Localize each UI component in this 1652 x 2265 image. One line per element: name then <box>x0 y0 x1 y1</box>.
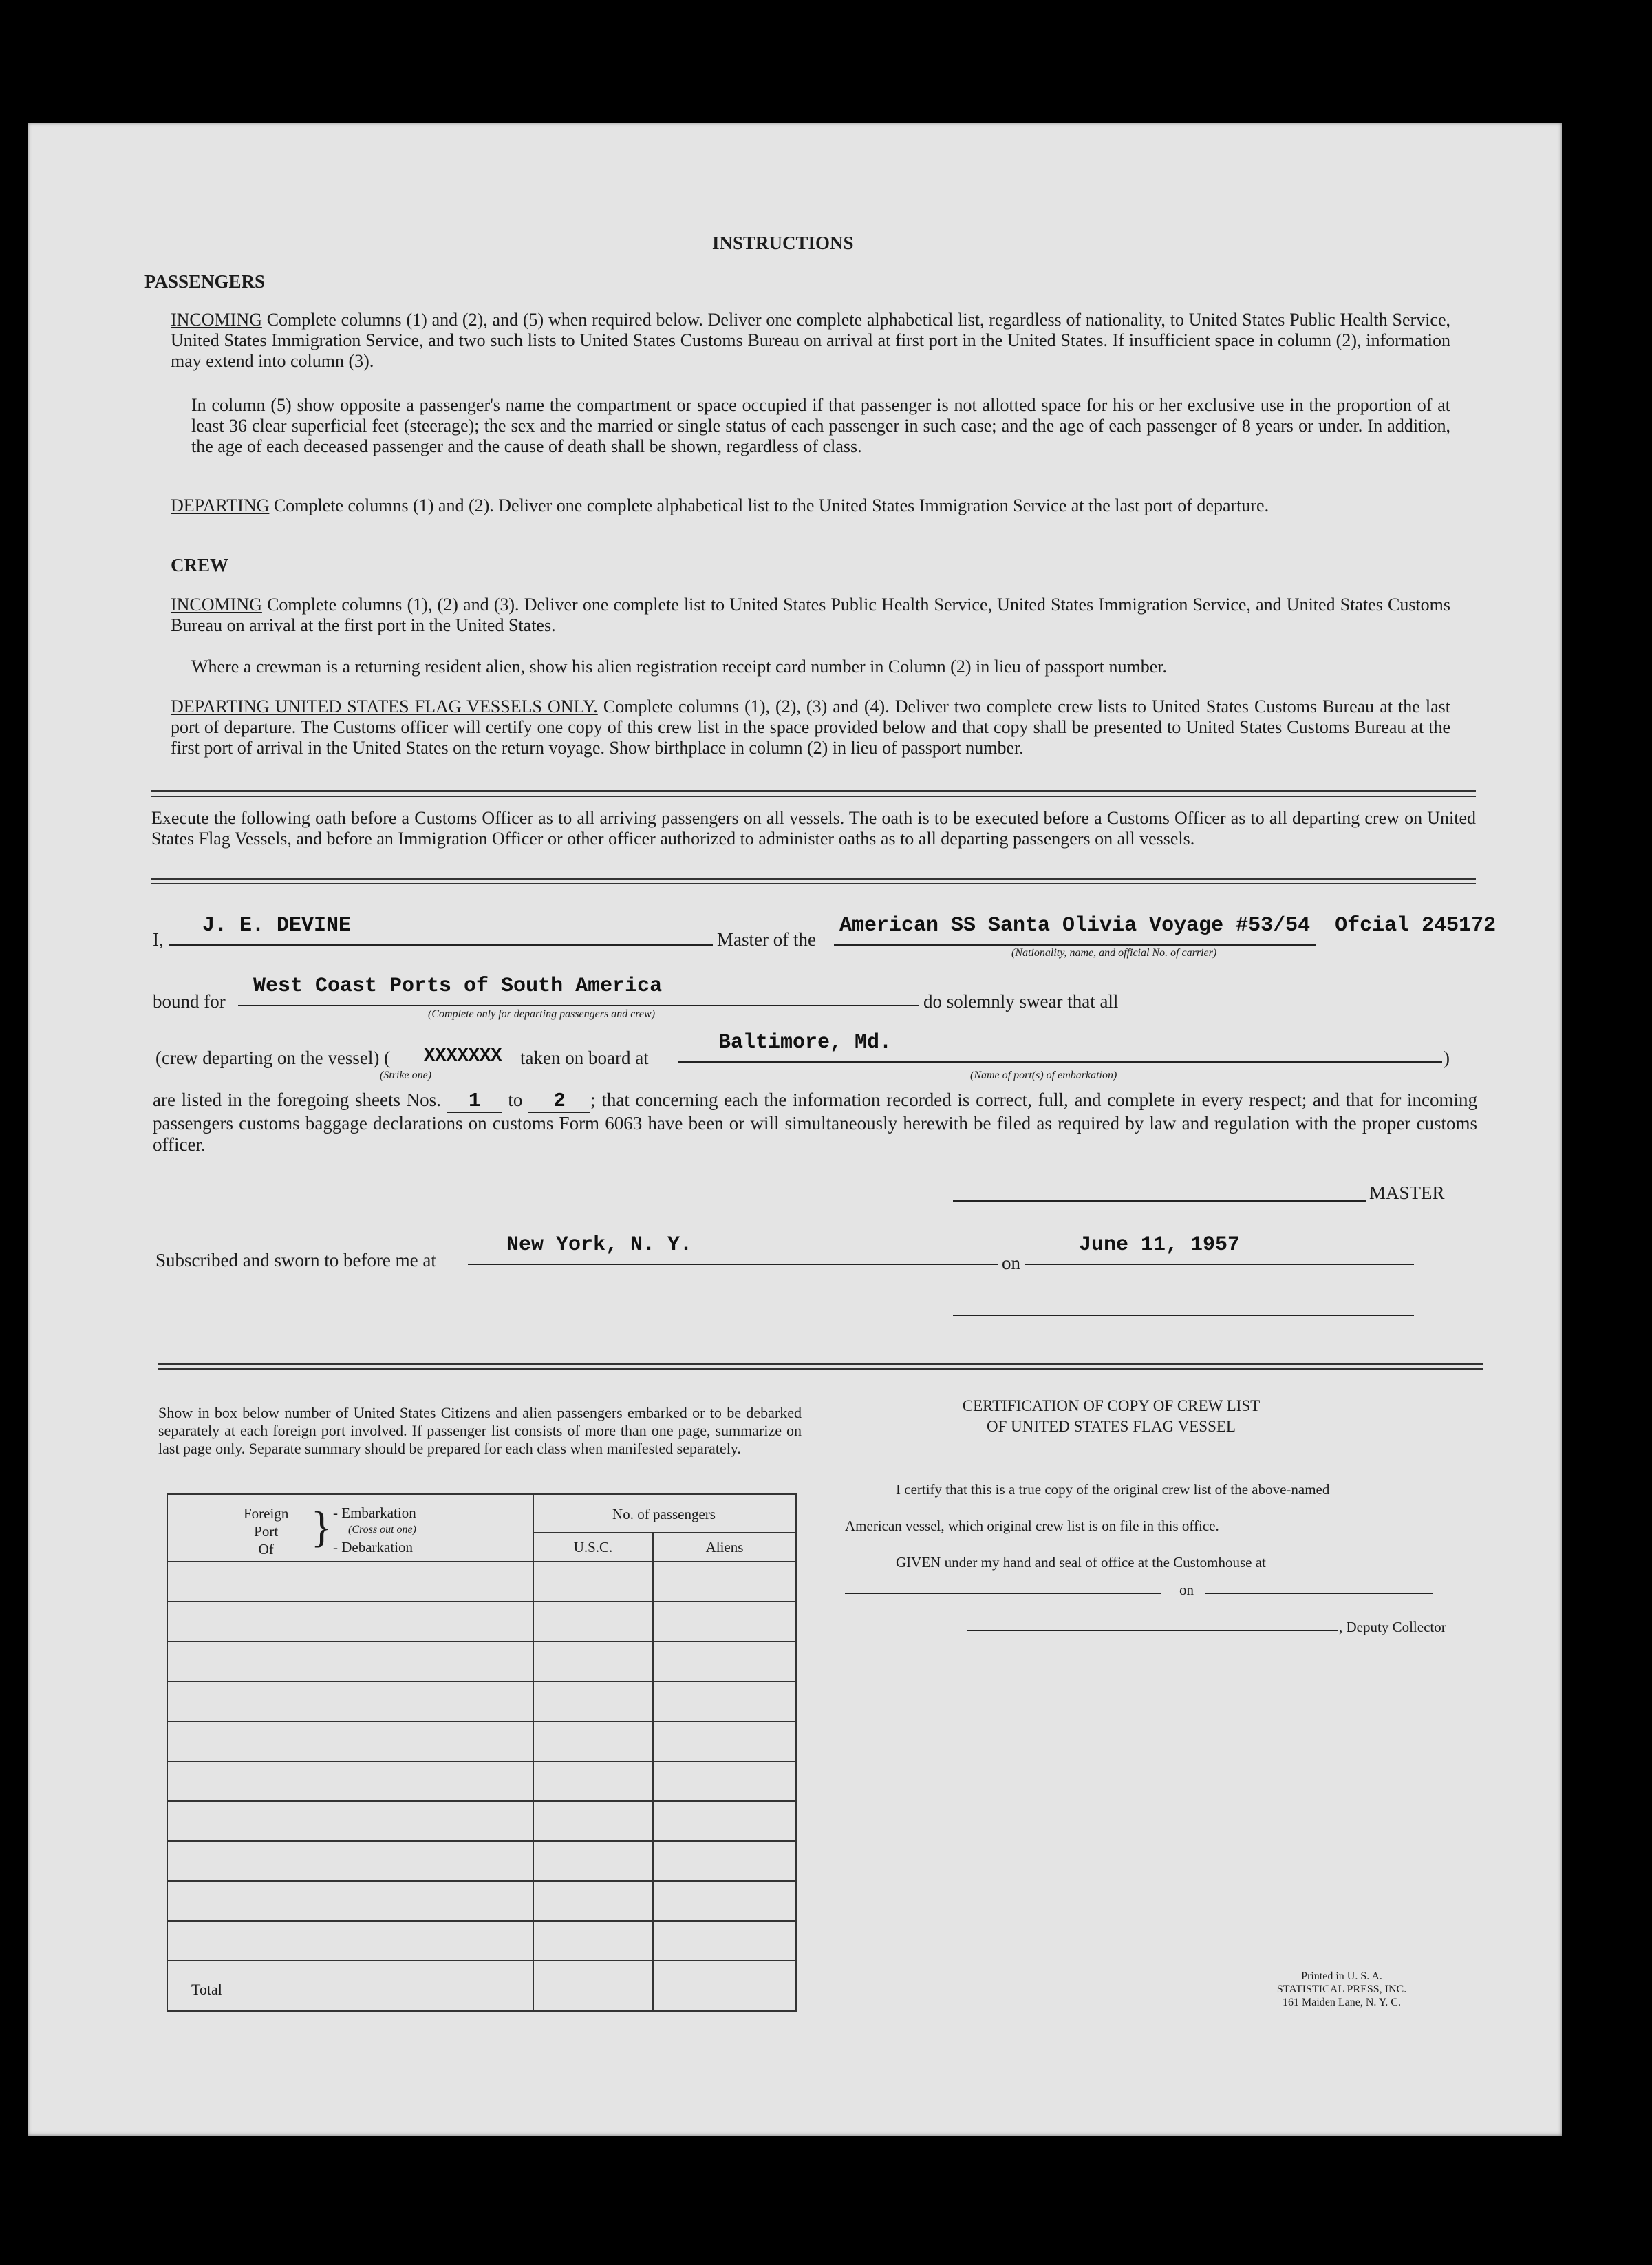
certification-on-label: on <box>1179 1582 1194 1598</box>
brace-icon: } <box>311 1502 332 1551</box>
oath-note: Execute the following oath before a Customs Officer as to all arriving passengers on all vessels. The oath is to be executed before a Customs Officer as to all departing crew on United States Flag Vessels, and before an Immigration Officer or other officer authorized to administer oaths as to all departing passengers on all vessels. <box>151 808 1476 849</box>
officer-signature-line <box>953 1293 1414 1316</box>
struck-passengers: XXXXXXX <box>424 1046 502 1067</box>
strike-caption: (Strike one) <box>380 1070 432 1081</box>
crew-resident-paragraph: Where a crewman is a returning resident alien, show his alien registration receipt card number in Column (2) in lieu of passport number. <box>191 657 1168 677</box>
deputy-collector-label: , Deputy Collector <box>1339 1619 1446 1635</box>
row-rule <box>168 1880 795 1882</box>
certification-date-line <box>1205 1591 1433 1594</box>
crew-incoming-label: INCOMING <box>171 595 262 615</box>
passengers-header-rule <box>533 1532 795 1533</box>
port-value: Baltimore, Md. <box>718 1031 892 1054</box>
master-name-field <box>169 914 713 946</box>
divider-3 <box>158 1363 1483 1370</box>
port-field <box>678 1030 1442 1063</box>
aliens-label: Aliens <box>705 1539 744 1555</box>
sheets-paragraph <box>153 1089 1477 1156</box>
column5-paragraph: In column (5) show opposite a passenger's name the compartment or space occupied if that passenger is not allotted space for his or her exclusive use in the proportion of at least 36 clear superficial feet (steerage); the sex and the married or single status of each passenger in such case; and the age of each passenger of 8 years or under. In addition, the age of each deceased passenger and the cause of death shall be shown, regardless of class. <box>191 395 1450 456</box>
document-page <box>28 123 1562 2136</box>
row-rule <box>168 1840 795 1842</box>
vessel-field <box>834 914 1497 946</box>
crew-departing-text: Complete columns (1), (2), (3) and (4). Deliver two complete crew lists to United States Customs Bureau at the last port of departure. The Customs officer will certify one copy of this crew list in the space provided below and that copy shall be presented to United States Customs Bureau at the first port of arrival in the United States on the return voyage. Show birthplace in column (2) in lieu of passport number. <box>171 696 1450 758</box>
passengers-incoming-label: INCOMING <box>171 310 262 330</box>
certification-title-line2: OF UNITED STATES FLAG VESSEL <box>987 1418 1236 1435</box>
certify-text: ; that concerning each the information recorded is correct, full, and complete in every respect; and that for incoming passengers customs baggage declarations on customs Form 6063 have been or will simultaneously herewith be filed as required by law and regulation with the proper customs officer. <box>153 1089 1478 1155</box>
master-of-label: Master of the <box>717 929 816 950</box>
sworn-label: Subscribed and sworn to before me at <box>155 1250 436 1270</box>
sworn-date-field <box>1025 1232 1414 1265</box>
printer-line3: 161 Maiden Lane, N. Y. C. <box>1283 1997 1401 2008</box>
to-label: to <box>508 1089 523 1110</box>
usc-divider <box>533 1495 534 2010</box>
passengers-departing-paragraph <box>171 496 1450 516</box>
no-of-passengers-label: No. of passengers <box>612 1506 716 1522</box>
crew-incoming-paragraph <box>171 595 1450 636</box>
foreign-port-of <box>244 1504 288 1558</box>
row-rule <box>168 1761 795 1762</box>
row-rule <box>168 1681 795 1682</box>
row-rule <box>168 1721 795 1722</box>
certification-title <box>839 1396 1383 1437</box>
crew-departing-paragraph <box>171 696 1450 758</box>
printer-line2: STATISTICAL PRESS, INC. <box>1276 1984 1407 1995</box>
certification-line3: GIVEN under my hand and seal of office at the Customhouse at <box>896 1554 1266 1571</box>
sworn-on-label: on <box>1002 1253 1020 1273</box>
cross-out-label: (Cross out one) <box>348 1524 416 1535</box>
foreign-label: Foreign <box>244 1505 289 1522</box>
oath-i-label: I, <box>153 929 164 950</box>
row-rule <box>168 1920 795 1922</box>
row-rule <box>168 1960 795 1961</box>
crew-departing-text: (crew departing on the vessel) ( <box>155 1048 391 1068</box>
crew-departing-label: DEPARTING UNITED STATES FLAG VESSELS ONLY. <box>171 696 598 716</box>
instructions-title: INSTRUCTIONS <box>712 233 854 253</box>
master-label: MASTER <box>1369 1182 1445 1203</box>
row-rule <box>168 1601 795 1602</box>
passengers-departing-label: DEPARTING <box>171 496 270 515</box>
debarkation-label: - Debarkation <box>333 1539 414 1555</box>
customhouse-line <box>845 1591 1161 1594</box>
certification-title-line1: CERTIFICATION OF COPY OF CREW LIST <box>962 1397 1261 1414</box>
sworn-place-field <box>468 1232 998 1265</box>
port-close-paren: ) <box>1444 1048 1450 1068</box>
listed-text: are listed in the foregoing sheets Nos. <box>153 1089 441 1110</box>
summary-box <box>167 1493 797 2012</box>
certification-line2: American vessel, which original crew list is on file in this office. <box>845 1518 1219 1534</box>
passengers-heading: PASSENGERS <box>144 271 266 292</box>
master-signature-line <box>953 1178 1366 1202</box>
divider-2 <box>151 878 1476 884</box>
sheet-to: 2 <box>528 1090 590 1113</box>
vessel-value: American SS Santa Olivia Voyage #53/54 Ofcial 245172 <box>839 914 1497 937</box>
crew-incoming-text: Complete columns (1), (2) and (3). Deliver one complete list to United States Public Health Service, United States Immigration Service, and United States Customs Bureau on arrival at the first port in the United States. <box>171 595 1451 635</box>
row-rule <box>168 1641 795 1642</box>
aliens-divider <box>652 1533 654 2010</box>
summary-instruction: Show in box below number of United States Citizens and alien passengers embarked or to be debarked separately at each foreign port involved. If passenger list consists of more than one page, summarize on last page only. Separate summary should be prepared for each class when manifested separately. <box>158 1404 802 1457</box>
sworn-date: June 11, 1957 <box>1079 1233 1241 1257</box>
port-header <box>168 1495 533 1561</box>
passengers-departing-text: Complete columns (1) and (2). Deliver one complete alphabetical list to the United States Immigration Service at the last port of departure. <box>273 496 1269 515</box>
bound-for-field <box>238 973 919 1006</box>
certification-line1: I certify that this is a true copy of the original crew list of the above-named <box>896 1481 1330 1498</box>
printer-imprint <box>1266 1970 1417 2009</box>
deputy-signature-line <box>967 1628 1338 1631</box>
bound-for-label: bound for <box>153 991 226 1012</box>
divider-1 <box>151 790 1476 797</box>
usc-label: U.S.C. <box>573 1539 613 1555</box>
port-caption: (Name of port(s) of embarkation) <box>970 1070 1117 1081</box>
of-label: Of <box>258 1541 274 1557</box>
printer-line1: Printed in U. S. A. <box>1301 1970 1382 1982</box>
vessel-caption: (Nationality, name, and official No. of carrier) <box>1011 947 1217 959</box>
sworn-place: New York, N. Y. <box>506 1233 693 1257</box>
row-rule <box>168 1561 795 1562</box>
passengers-incoming-text: Complete columns (1) and (2), and (5) when required below. Deliver one complete alphabetical list, regardless of nationality, to United States Public Health Service, United States Immigration Service, and two such lists to United States Customs Bureau on arrival at first port in the United States. If insufficient space in column (2), information may extend into column (3). <box>171 310 1451 371</box>
master-name: J. E. DEVINE <box>202 914 352 937</box>
bound-caption: (Complete only for departing passengers and crew) <box>428 1008 656 1020</box>
taken-label: taken on board at <box>520 1048 649 1068</box>
embarkation-label: - Embarkation <box>333 1504 416 1521</box>
sheet-from: 1 <box>447 1090 502 1113</box>
row-rule <box>168 1800 795 1802</box>
swear-text: do solemnly swear that all <box>923 991 1119 1012</box>
total-label: Total <box>191 1981 222 1998</box>
passengers-incoming-paragraph <box>171 310 1450 372</box>
crew-heading: CREW <box>171 555 229 575</box>
bound-for-value: West Coast Ports of South America <box>253 975 663 998</box>
port-label: Port <box>254 1523 279 1540</box>
